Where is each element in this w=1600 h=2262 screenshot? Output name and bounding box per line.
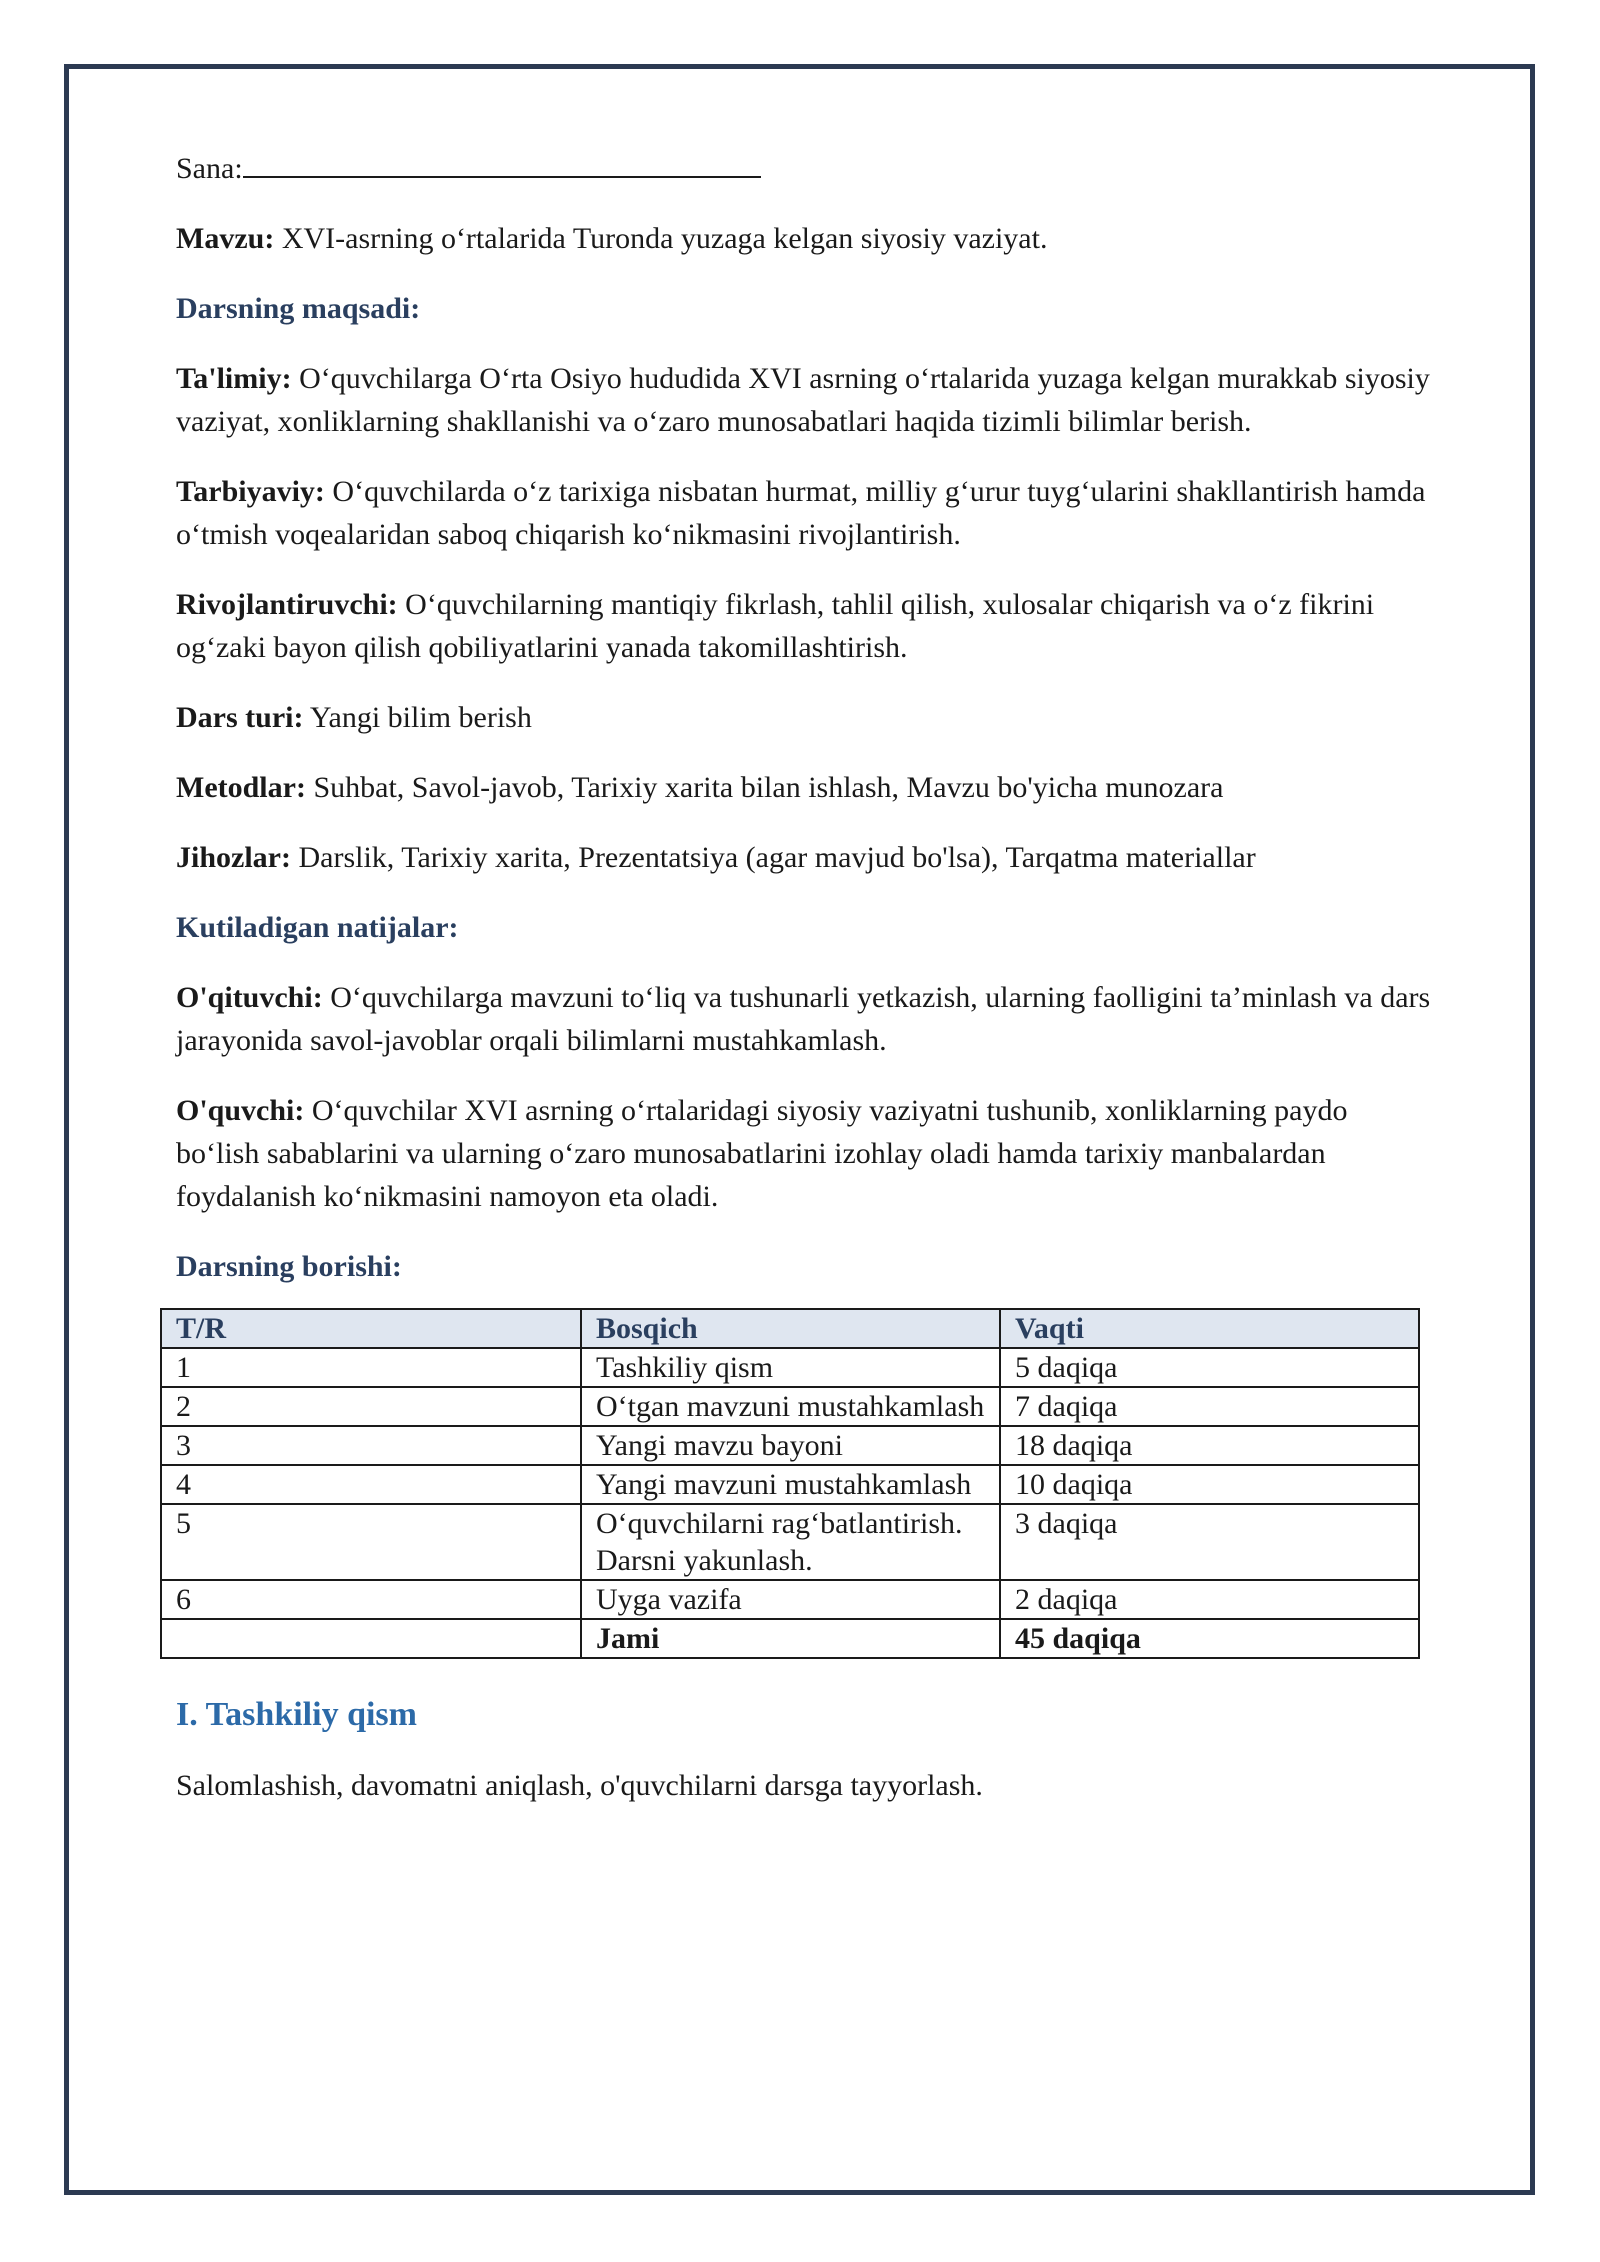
row-time: 18 daqiqa — [1000, 1426, 1419, 1465]
methods-paragraph — [176, 766, 1436, 809]
row-stage: O‘tgan mavzuni mustahkamlash — [581, 1387, 1000, 1426]
upbringing-goal-paragraph — [176, 470, 1436, 556]
student-result-text: O‘quvchilar XVI asrning o‘rtalaridagi siyosiy vaziyatni tushunib, xonliklarning paydo bo‘lish sabablarini va ularning o‘zaro munosabatlarini izohlay oladi hamda tarixiy manbalardan foydalanish ko‘nikmasini namoyon eta oladi. — [176, 1094, 1348, 1213]
date-label: Sana: — [176, 152, 243, 185]
educational-goal-label: Ta'limiy: — [176, 362, 292, 395]
table-row — [161, 1504, 1419, 1580]
table-header-row — [161, 1309, 1419, 1348]
equipment-label: Jihozlar: — [176, 841, 291, 874]
column-header-time: Vaqti — [1000, 1309, 1419, 1348]
topic-label: Mavzu: — [176, 222, 275, 255]
student-result-label: O'quvchi: — [176, 1094, 305, 1127]
expected-results-heading: Kutiladigan natijalar: — [176, 911, 459, 944]
row-number: 2 — [161, 1387, 581, 1426]
row-time: 3 daqiqa — [1000, 1504, 1419, 1580]
topic-paragraph — [176, 217, 1436, 260]
table-row — [161, 1348, 1419, 1387]
table-row — [161, 1465, 1419, 1504]
total-number — [161, 1619, 581, 1658]
document-body — [176, 146, 1436, 1834]
teacher-result-text: O‘quvchilarga mavzuni to‘liq va tushunarli yetkazish, ularning faolligini ta’minlash va dars jarayonida savol-javoblar orqali bilimlarni mustahkamlash. — [176, 981, 1431, 1057]
developmental-goal-label: Rivojlantiruvchi: — [176, 588, 398, 621]
row-number: 3 — [161, 1426, 581, 1465]
teacher-result-label: O'qituvchi: — [176, 981, 323, 1014]
row-stage: Uyga vazifa — [581, 1580, 1000, 1619]
row-number: 6 — [161, 1580, 581, 1619]
developmental-goal-paragraph — [176, 583, 1436, 669]
topic-text: XVI-asrning o‘rtalarida Turonda yuzaga kelgan siyosiy vaziyat. — [274, 222, 1048, 255]
row-time: 10 daqiqa — [1000, 1465, 1419, 1504]
table-row — [161, 1426, 1419, 1465]
row-number: 4 — [161, 1465, 581, 1504]
developmental-goal-text: O‘quvchilarning mantiqiy fikrlash, tahlil qilish, xulosalar chiqarish va o‘z fikrini og‘zaki bayon qilish qobiliyatlarini yanada takomillashtirish. — [176, 588, 1375, 664]
row-stage: O‘quvchilarni rag‘batlantirish. Darsni yakunlash. — [581, 1504, 1000, 1580]
row-time: 2 daqiqa — [1000, 1580, 1419, 1619]
equipment-text: Darslik, Tarixiy xarita, Prezentatsiya (agar mavjud bo'lsa), Tarqatma materiallar — [290, 841, 1256, 874]
date-line — [176, 146, 1436, 190]
row-number: 5 — [161, 1504, 581, 1580]
lesson-type-label: Dars turi: — [176, 701, 304, 734]
methods-label: Metodlar: — [176, 771, 306, 804]
equipment-paragraph — [176, 836, 1436, 879]
upbringing-goal-text: O‘quvchilarda o‘z tarixiga nisbatan hurmat, milliy g‘urur tuyg‘ularini shakllantirish hamda o‘tmish voqealaridan saboq chiqarish ko‘nikmasini rivojlantirish. — [176, 475, 1426, 551]
column-header-stage: Bosqich — [581, 1309, 1000, 1348]
total-label: Jami — [581, 1619, 1000, 1658]
lesson-goals-heading: Darsning maqsadi: — [176, 292, 421, 325]
date-blank-line — [243, 146, 761, 178]
table-row — [161, 1387, 1419, 1426]
column-header-number: T/R — [161, 1309, 581, 1348]
section-organizational-text: Salomlashish, davomatni aniqlash, o'quvchilarni darsga tayyorlash. — [176, 1769, 983, 1802]
teacher-result-paragraph — [176, 976, 1436, 1062]
upbringing-goal-label: Tarbiyaviy: — [176, 475, 325, 508]
section-organizational-heading: I. Tashkiliy qism — [176, 1696, 417, 1733]
row-time: 7 daqiqa — [1000, 1387, 1419, 1426]
lesson-type-paragraph — [176, 696, 1436, 739]
educational-goal-text: O‘quvchilarga O‘rta Osiyo hududida XVI asrning o‘rtalarida yuzaga kelgan murakkab siyosiy vaziyat, xonliklarning shakllanishi va o‘zaro munosabatlari haqida tizimli bilimlar berish. — [176, 362, 1430, 438]
student-result-paragraph — [176, 1089, 1436, 1218]
total-time: 45 daqiqa — [1000, 1619, 1419, 1658]
row-stage: Yangi mavzu bayoni — [581, 1426, 1000, 1465]
row-stage: Yangi mavzuni mustahkamlash — [581, 1465, 1000, 1504]
methods-text: Suhbat, Savol-javob, Tarixiy xarita bilan ishlash, Mavzu bo'yicha munozara — [305, 771, 1224, 804]
educational-goal-paragraph — [176, 357, 1436, 443]
row-time: 5 daqiqa — [1000, 1348, 1419, 1387]
table-row — [161, 1580, 1419, 1619]
table-total-row — [161, 1619, 1419, 1658]
row-number: 1 — [161, 1348, 581, 1387]
lesson-type-text: Yangi bilim berish — [303, 701, 532, 734]
lesson-plan-table — [160, 1308, 1420, 1659]
lesson-flow-heading: Darsning borishi: — [176, 1250, 402, 1283]
row-stage: Tashkiliy qism — [581, 1348, 1000, 1387]
